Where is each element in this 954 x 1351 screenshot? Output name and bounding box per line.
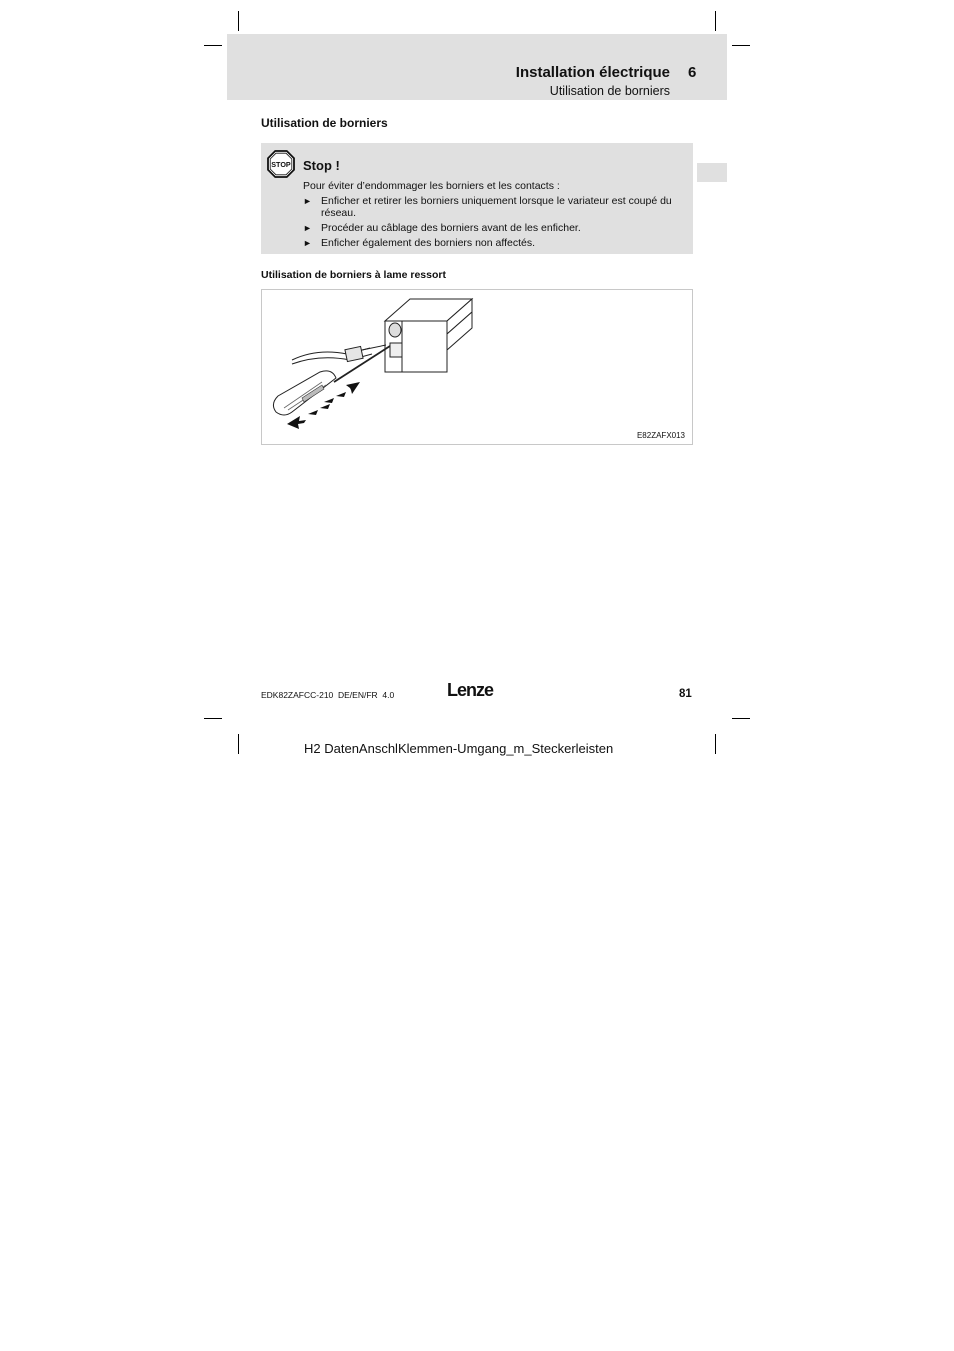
figure-frame bbox=[261, 289, 693, 445]
crop-mark bbox=[238, 734, 239, 754]
stop-icon-text: STOP bbox=[271, 160, 291, 170]
screwdriver-terminal-illustration bbox=[262, 290, 691, 443]
list-item-text: Enficher et retirer les borniers uniquement lorsque le variateur est coupé du réseau. bbox=[321, 195, 672, 219]
chapter-title: Installation électrique bbox=[515, 64, 670, 81]
list-item bbox=[303, 195, 683, 219]
subsection-heading: Utilisation de borniers à lame ressort bbox=[261, 269, 446, 281]
source-file-label: H2 DatenAnschlKlemmen-Umgang_m_Steckerleisten bbox=[304, 741, 614, 756]
stop-list bbox=[303, 195, 683, 252]
list-item bbox=[303, 237, 683, 249]
bullet-arrow-icon: ► bbox=[303, 196, 312, 206]
crop-mark bbox=[204, 45, 222, 46]
section-heading: Utilisation de borniers bbox=[261, 116, 388, 130]
lenze-logo: Lenze bbox=[447, 680, 494, 700]
crop-mark bbox=[204, 718, 222, 719]
stop-intro: Pour éviter d’endommager les borniers et les contacts : bbox=[303, 180, 560, 192]
stop-title: Stop ! bbox=[303, 158, 340, 173]
terminal-block-drawing bbox=[385, 299, 472, 372]
bullet-arrow-icon: ► bbox=[303, 238, 312, 248]
stop-warning-box bbox=[261, 143, 693, 254]
crop-mark bbox=[715, 734, 716, 754]
chapter-subtitle: Utilisation de borniers bbox=[549, 84, 670, 98]
screwdriver-drawing bbox=[273, 346, 390, 415]
stop-sign-icon bbox=[267, 150, 295, 178]
bullet-arrow-icon: ► bbox=[303, 223, 312, 233]
thumb-index-tab bbox=[697, 163, 727, 182]
list-item-text: Enficher également des borniers non affectés. bbox=[321, 237, 536, 249]
figure-caption: E82ZAFX013 bbox=[636, 431, 685, 440]
list-item-text: Procéder au câblage des borniers avant de les enficher. bbox=[321, 222, 581, 234]
footer-doc-reference: EDK82ZAFCC-210 DE/EN/FR 4.0 bbox=[261, 690, 395, 700]
list-item bbox=[303, 222, 683, 234]
chapter-number: 6 bbox=[688, 64, 697, 81]
crop-mark bbox=[238, 11, 239, 31]
crop-mark bbox=[732, 718, 750, 719]
crop-mark bbox=[715, 11, 716, 31]
page-number: 81 bbox=[679, 688, 692, 700]
crop-mark bbox=[732, 45, 750, 46]
